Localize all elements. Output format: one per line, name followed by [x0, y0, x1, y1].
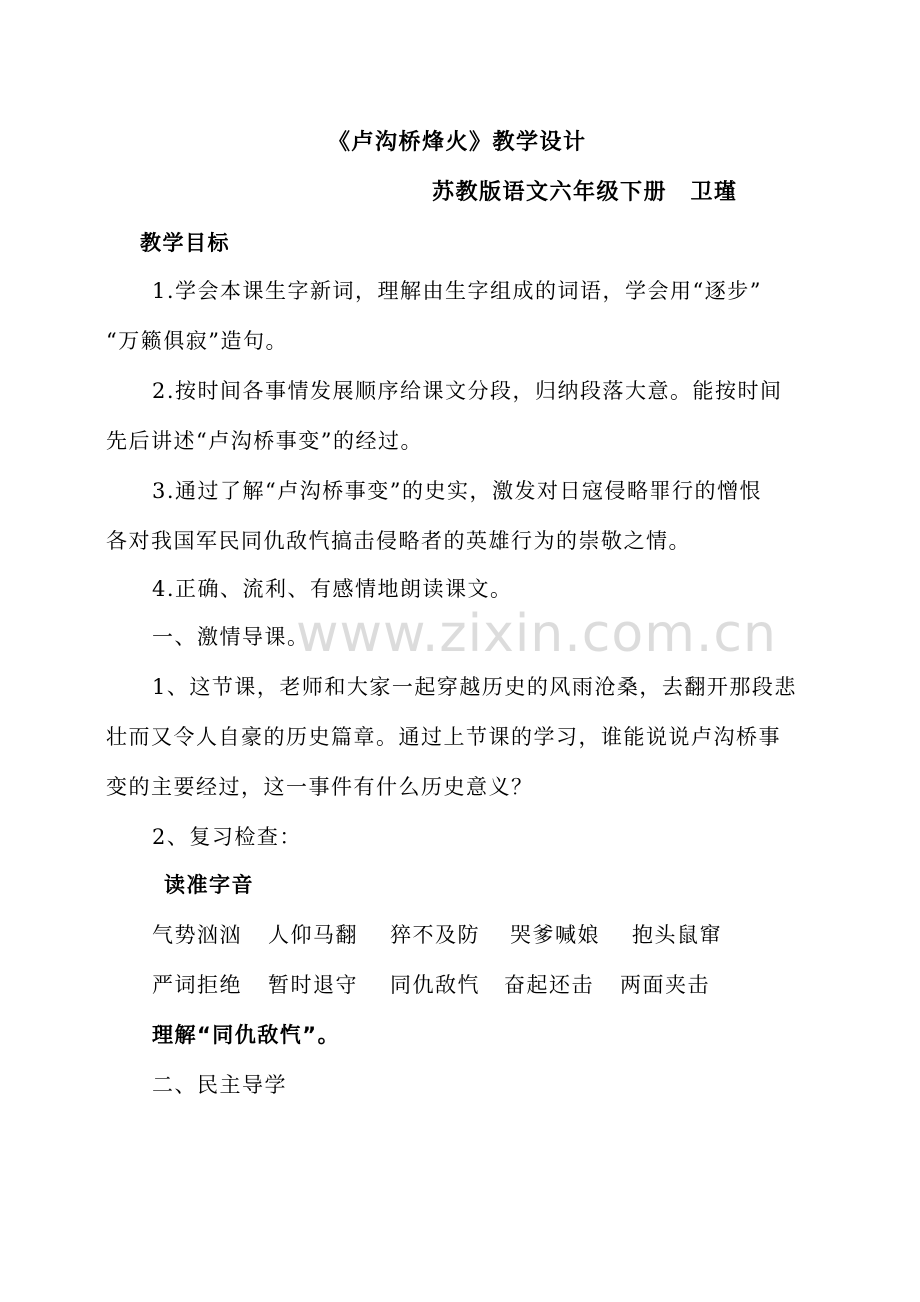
word-item: 严词拒绝: [152, 973, 242, 997]
word-item: 奋起还击: [504, 973, 594, 997]
section-1-item-1-line-1: 1、这节课，老师和大家一起穿越历史的风雨沧桑，去翻开那段悲: [152, 675, 797, 699]
understand-line: 理解“同仇敌忾”。: [152, 1023, 341, 1047]
objective-1-line-2: “万籁俱寂”造句。: [106, 329, 288, 353]
word-item: 抱头鼠窜: [632, 923, 722, 947]
section-2-heading: 二、民主导学: [152, 1073, 287, 1097]
objective-4-line-1: 4.正确、流利、有感情地朗读课文。: [152, 577, 513, 601]
document-byline: 苏教版语文六年级下册 卫瑾: [432, 180, 738, 205]
word-item: 两面夹击: [620, 973, 710, 997]
objective-3-line-1: 3.通过了解“卢沟桥事变”的史实，激发对日寇侵略罪行的憎恨: [152, 479, 763, 503]
word-row-1: [0, 920, 920, 950]
objective-1-line-1: 1.学会本课生字新词，理解由生字组成的词语，学会用“逐步”: [152, 279, 763, 303]
word-item: 暂时退守: [268, 973, 358, 997]
section-1-item-1-line-3: 变的主要经过，这一事件有什么历史意义？: [106, 775, 534, 799]
word-row-2: [0, 970, 920, 1000]
word-item: 同仇敌忾: [390, 973, 480, 997]
objective-2-line-1: 2.按时间各事情发展顺序给课文分段，归纳段落大意。能按时间: [152, 379, 783, 403]
word-item: 哭爹喊娘: [510, 923, 600, 947]
word-item: 猝不及防: [390, 923, 480, 947]
section-1-item-2: 2、复习检查：: [152, 825, 302, 849]
document-title: 《卢沟桥烽火》教学设计: [328, 130, 587, 155]
section-1-item-1-line-2: 壮而又令人自豪的历史篇章。通过上节课的学习，谁能说说卢沟桥事: [106, 725, 781, 749]
objective-3-line-2: 各对我国军民同仇敌忾搞击侵略者的英雄行为的崇敬之情。: [106, 529, 691, 553]
word-item: 气势汹汹: [152, 923, 242, 947]
word-item: 人仰马翻: [268, 923, 358, 947]
pronunciation-heading: 读准字音: [164, 873, 254, 897]
section-1-heading: 一、激情导课。: [152, 625, 310, 649]
objectives-heading: 教学目标: [140, 231, 230, 255]
watermark: www.zixin.com.cn: [296, 604, 777, 664]
objective-2-line-2: 先后讲述“卢沟桥事变”的经过。: [106, 429, 423, 453]
